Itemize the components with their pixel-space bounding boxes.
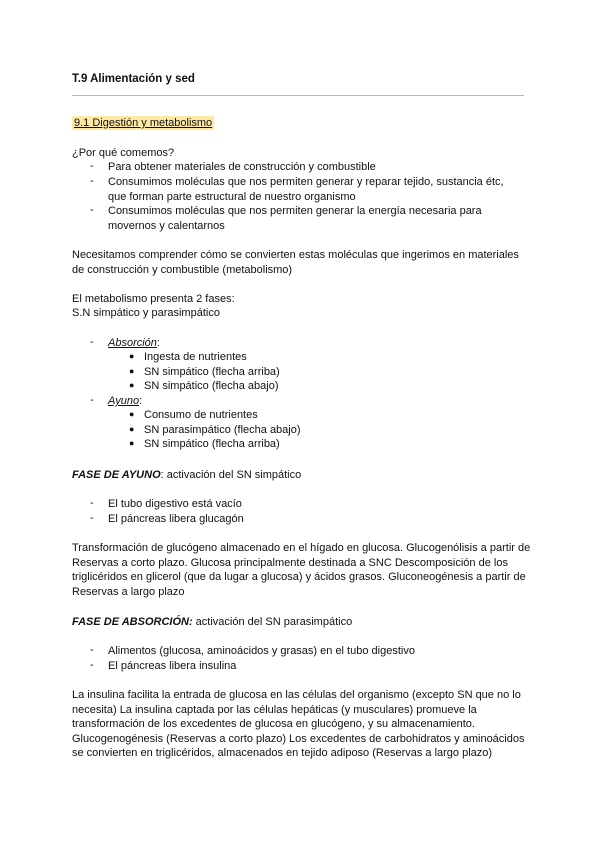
ayuno-item: Consumo de nutrientes bbox=[144, 409, 258, 421]
bullet-marker: ● bbox=[129, 438, 135, 448]
dash-marker: - bbox=[90, 394, 94, 406]
sn-line: S.N simpático y parasimpático bbox=[72, 307, 220, 319]
title-divider bbox=[72, 95, 524, 96]
bullet-marker: ● bbox=[129, 409, 135, 419]
dash-marker: - bbox=[90, 659, 94, 671]
fase-ayuno-item: El páncreas libera glucagón bbox=[108, 513, 244, 525]
fase-absorcion-desc: activación del SN parasimpático bbox=[192, 616, 353, 628]
dash-marker: - bbox=[90, 497, 94, 509]
reason-item: Para obtener materiales de construcción y combustible bbox=[108, 161, 376, 173]
paragraph-metabolismo: Necesitamos comprender cómo se convierten estas moléculas que ingerimos en materiales de construcción y combustible (metabolismo) bbox=[72, 249, 519, 276]
ayuno-item: SN parasimpático (flecha abajo) bbox=[144, 424, 301, 436]
absorcion-item: Ingesta de nutrientes bbox=[144, 351, 247, 363]
fase-absorcion-item: Alimentos (glucosa, aminoácidos y grasas) en el tubo digestivo bbox=[108, 645, 415, 657]
page-title: T.9 Alimentación y sed bbox=[72, 73, 195, 85]
ayuno-label-text: Ayuno bbox=[108, 395, 140, 407]
dash-marker: - bbox=[90, 160, 94, 172]
dash-marker: - bbox=[90, 175, 94, 187]
ayuno-colon: : bbox=[139, 395, 143, 407]
bullet-marker: ● bbox=[129, 351, 135, 361]
fase-ayuno-item: El tubo digestivo está vacío bbox=[108, 498, 242, 510]
phases-intro: El metabolismo presenta 2 fases: bbox=[72, 293, 235, 305]
ayuno-label bbox=[108, 394, 518, 409]
dash-marker: - bbox=[90, 644, 94, 656]
fase-absorcion-item: El páncreas libera insulina bbox=[108, 660, 237, 672]
fase-absorcion-heading bbox=[72, 615, 352, 630]
dash-marker: - bbox=[90, 204, 94, 216]
reason-item: Consumimos moléculas que nos permiten generar y reparar tejido, sustancia étc, que forman parte estructural de nuestro organismo bbox=[108, 176, 504, 203]
absorcion-item: SN simpático (flecha arriba) bbox=[144, 366, 280, 378]
absorcion-item: SN simpático (flecha abajo) bbox=[144, 380, 279, 392]
dash-marker: - bbox=[90, 336, 94, 348]
ayuno-item: SN simpático (flecha arriba) bbox=[144, 438, 280, 450]
absorcion-colon: : bbox=[156, 337, 160, 349]
fase-ayuno-desc: : activación del SN simpático bbox=[160, 469, 302, 481]
bullet-marker: ● bbox=[129, 424, 135, 434]
fase-ayuno-paragraph: Transformación de glucógeno almacenado en el hígado en glucosa. Glucogenólisis a partir de Reservas a corto plazo. Glucosa principalmente destinada a SNC Descomposición de los triglicéridos en glicerol (que da lugar a glucosa) y ácidos grasos. Gluconeogénesis a partir de Reservas a largo plazo bbox=[72, 542, 531, 598]
question: ¿Por qué comemos? bbox=[72, 147, 175, 159]
bullet-marker: ● bbox=[129, 366, 135, 376]
dash-marker: - bbox=[90, 512, 94, 524]
fase-absorcion-title: FASE DE ABSORCIÓN: bbox=[72, 616, 193, 628]
reason-item: Consumimos moléculas que nos permiten generar la energía necesaria para movernos y calentarnos bbox=[108, 205, 482, 232]
fase-ayuno-heading bbox=[72, 468, 301, 483]
fase-ayuno-title: FASE DE AYUNO bbox=[72, 469, 161, 481]
section-heading-text: 9.1 Digestión y metabolismo bbox=[74, 117, 213, 129]
absorcion-label bbox=[108, 336, 518, 351]
absorcion-label-text: Absorción bbox=[108, 337, 157, 349]
bullet-marker: ● bbox=[129, 380, 135, 390]
section-heading bbox=[72, 116, 214, 131]
fase-absorcion-paragraph: La insulina facilita la entrada de glucosa en las células del organismo (excepto SN que no lo necesita) La insulina captada por las células hepáticas (y musculares) promueve la transformación de los excedentes de glucosa en glucógeno, y su almacenamiento. Glucogenogénesis (Reservas a corto plazo) Los excedentes de carbohidratos y aminoácidos se convierten en triglicéridos, almacenados en tejido adiposo (Reservas a largo plazo) bbox=[72, 689, 525, 759]
